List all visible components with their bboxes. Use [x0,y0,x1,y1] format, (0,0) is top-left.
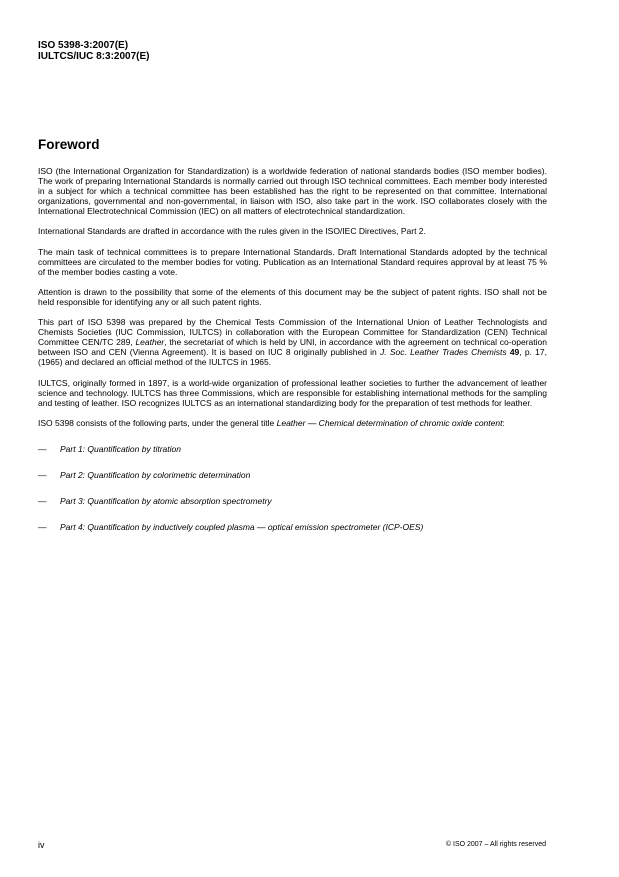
paragraph-parts-intro [38,418,547,428]
italic-general-title: Leather — Chemical determination of chromic oxide content [276,417,503,428]
dash-bullet: — [38,443,47,454]
text-segment: This part of ISO 5398 was prepared by the Chemical Tests Commission of the International Union of Leather Technologists and Chemists Societies (IUC Commission, IULTCS) in collaboration with the European Committee for Standardization (CEN) Technical Committee CEN/TC 289, [38,317,547,348]
part-label: Part 2: Quantification by colorimetric determination [60,469,251,480]
list-item [38,496,547,506]
paragraph-iso-intro: ISO (the International Organization for Standardization) is a worldwide federation of national standards bodies (ISO member bodies). The work of preparing International Standards is normally carried out through ISO technical committees. Each member body interested in a subject for which a technical committee has been established has the right to be represented on that committee. International organizations, governmental and non-governmental, in liaison with ISO, also take part in the work. ISO collaborates closely with the International Electrotechnical Commission (IEC) on all matters of electrotechnical standardization. [38,166,547,217]
italic-leather: Leather [135,337,165,348]
text-segment: , p. 17, (1965) and declared an official method of the IULTCS in 1965. [38,347,547,368]
paragraph-preparation [38,317,547,367]
list-item [38,470,547,480]
document-header [38,40,150,62]
list-item [38,522,547,532]
italic-journal: J. Soc. Leather Trades Chemists [380,347,507,358]
list-item [38,444,547,454]
page-number: iv [38,840,45,850]
iultcs-number: IULTCS/IUC 8:3:2007(E) [38,51,150,62]
part-label: Part 4: Quantification by inductively coupled plasma — optical emission spectrometer (ICP-OES) [60,522,424,533]
part-label: Part 1: Quantification by titration [60,443,181,454]
dash-bullet: — [38,522,47,533]
page-title: Foreword [38,137,100,152]
foreword-body [38,166,547,548]
text-segment: ISO 5398 consists of the following parts, under the general title [38,417,277,428]
copyright-notice: © ISO 2007 – All rights reserved [445,841,546,848]
dash-bullet: — [38,469,47,480]
text-segment: , the secretariat of which is held by UNI, in accordance with the agreement on technical co-operation between ISO and CEN (Vienna Agreement). It is based on IUC 8 originally published in [38,337,547,358]
part-label: Part 3: Quantification by atomic absorption spectrometry [60,496,272,507]
paragraph-iultcs: IULTCS, originally formed in 1897, is a world-wide organization of professional leather societies to further the advancement of leather science and technology. IULTCS has three Commissions, which are responsible for establishing international methods for the sampling and testing of leather. ISO recognizes IULTCS as an international standardizing body for the preparation of test methods for leather. [38,377,547,408]
paragraph-patent: Attention is drawn to the possibility that some of the elements of this document may be the subject of patent rights. ISO shall not be held responsible for identifying any or all such patent rights. [38,286,547,307]
text-segment: : [502,417,505,428]
bold-volume: 49 [509,347,520,358]
parts-list [38,444,547,532]
standard-number: ISO 5398-3:2007(E) [38,40,129,51]
paragraph-directives: International Standards are drafted in accordance with the rules given in the ISO/IEC Directives, Part 2. [38,226,426,237]
paragraph-committees: The main task of technical committees is to prepare International Standards. Draft International Standards adopted by the technical committees are circulated to the member bodies for voting. Publication as an International Standard requires approval by at least 75 % of the member bodies casting a vote. [38,246,547,277]
dash-bullet: — [38,496,47,507]
